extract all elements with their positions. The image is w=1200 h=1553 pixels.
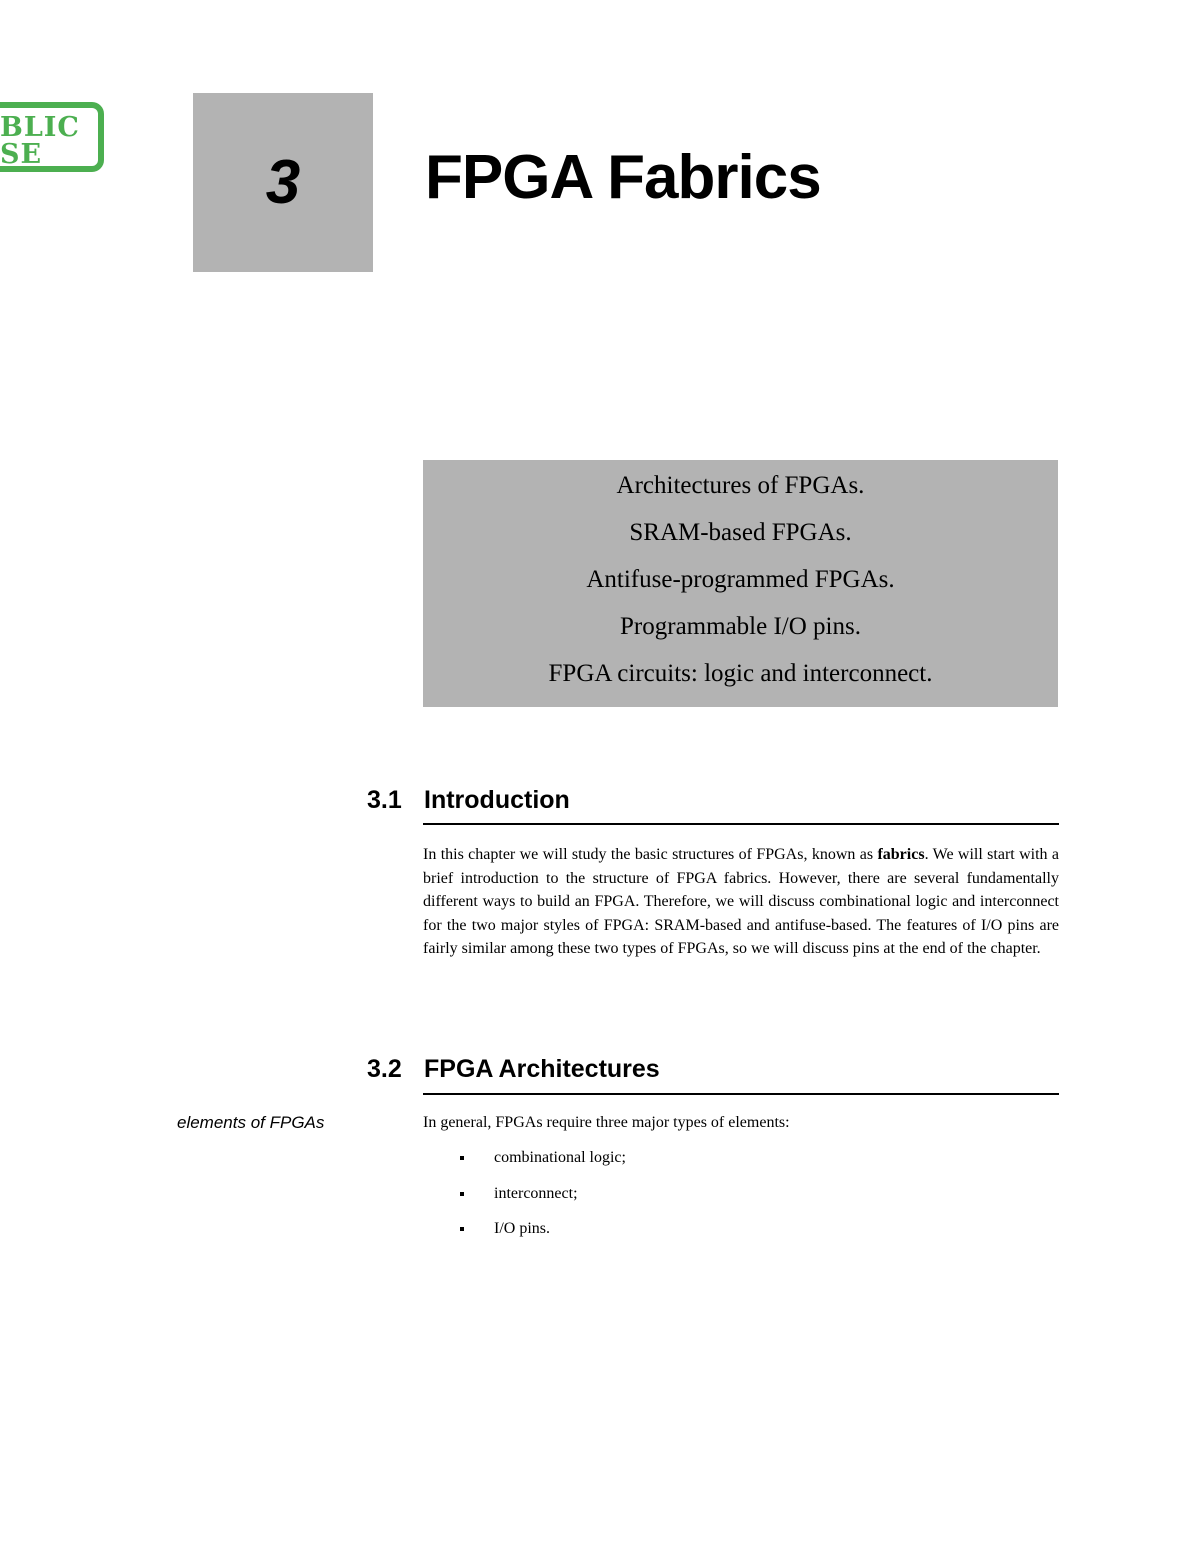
topic-item: Programmable I/O pins. xyxy=(620,613,861,640)
bullet-icon xyxy=(460,1156,464,1160)
chapter-topics-box xyxy=(423,460,1058,707)
topic-item: Antifuse-programmed FPGAs. xyxy=(586,566,895,593)
chapter-title: FPGA Fabrics xyxy=(425,143,821,212)
list-item xyxy=(423,1182,1059,1218)
section-2-intro: In general, FPGAs require three major types of elements: xyxy=(423,1114,790,1131)
margin-note: elements of FPGAs xyxy=(177,1113,325,1132)
section-2-title: FPGA Architectures xyxy=(424,1055,660,1083)
chapter-number: 3 xyxy=(265,148,301,217)
paragraph-text-start: In this chapter we will study the basic structures of FPGAs, known as xyxy=(423,846,878,863)
paragraph-text-end: . We will start with a brief introduction to the structure of FPGA fabrics. However, there are several fundamentally different ways to build an FPGA. Therefore, we will discuss combinational logic and interconnect for the two major styles of FPGA: SRAM-based and antifuse-based. The features of I/O pins are fairly similar among these two types of FPGAs, so we will discuss pins at the end of the chapter. xyxy=(423,846,1059,957)
elements-list xyxy=(423,1146,1059,1253)
section-1-rule xyxy=(423,823,1059,825)
list-item xyxy=(423,1217,1059,1253)
stamp-line-2: SE xyxy=(0,139,43,170)
topic-item: Architectures of FPGAs. xyxy=(616,472,865,499)
topic-item: SRAM-based FPGAs. xyxy=(629,519,852,546)
library-stamp xyxy=(0,102,104,172)
section-1-paragraph xyxy=(423,843,1059,961)
list-item-text: I/O pins. xyxy=(494,1220,550,1237)
list-item xyxy=(423,1146,1059,1182)
bullet-icon xyxy=(460,1227,464,1231)
section-1-number: 3.1 xyxy=(367,786,402,814)
chapter-number-box xyxy=(193,93,373,272)
section-1-title: Introduction xyxy=(424,786,570,814)
key-term: fabrics xyxy=(877,846,925,863)
stamp-line-1: BLIC xyxy=(0,112,80,143)
list-item-text: combinational logic; xyxy=(494,1149,626,1166)
section-2-number: 3.2 xyxy=(367,1055,402,1083)
list-item-text: interconnect; xyxy=(494,1184,578,1202)
bullet-icon xyxy=(460,1192,464,1196)
topic-item: FPGA circuits: logic and interconnect. xyxy=(548,660,933,687)
section-2-rule xyxy=(423,1093,1059,1095)
